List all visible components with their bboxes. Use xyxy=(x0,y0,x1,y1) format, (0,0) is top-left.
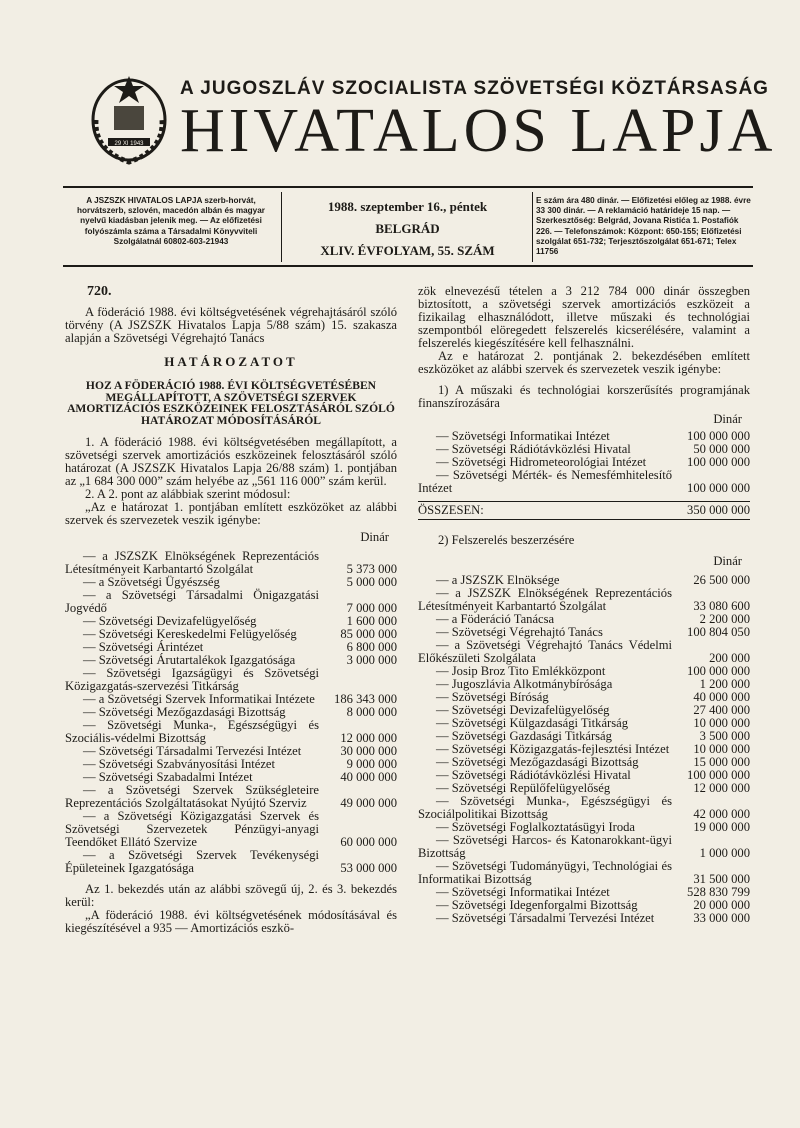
header-top-rule xyxy=(63,186,753,188)
allocation-recipient: — Szövetségi Tudományügyi, Technológiai és Informatikai Bizottság xyxy=(418,859,672,886)
allocation-recipient: — Szövetségi Közigazgatás-fejlesztési Intézet xyxy=(436,742,670,756)
dinar-header-1: Dinár xyxy=(713,412,742,426)
allocation-amount: 5 373 000 xyxy=(346,562,397,576)
allocation-recipient: — Szövetségi Munka-, Egészségügyi és Szociális-védelmi Bizottság xyxy=(65,718,319,745)
allocation-recipient: — Szövetségi Munka-, Egészségügyi és Szociálpolitikai Bizottság xyxy=(418,794,672,821)
allocation-amount: 2 200 000 xyxy=(699,612,750,626)
total-amount: 350 000 000 xyxy=(687,503,750,517)
header-bottom-rule xyxy=(63,265,753,267)
allocation-amount: 15 000 000 xyxy=(693,755,750,769)
left-allocation-list xyxy=(65,550,397,875)
decision-heading: HATÁROZATOT xyxy=(164,354,298,369)
allocation-amount: 49 000 000 xyxy=(340,796,397,810)
allocation-recipient: — Szövetségi Devizafelügyelőség xyxy=(83,614,257,628)
emblem-date: 29 XI 1943 xyxy=(114,141,144,147)
allocation-recipient: — a Szövetségi Szervek Tevékenységi Épületeinek Igazgatósága xyxy=(65,848,319,875)
allocation-recipient: — Szövetségi Idegenforgalmi Bizottság xyxy=(436,898,638,912)
allocation-row xyxy=(65,810,397,849)
allocation-amount: 6 800 000 xyxy=(346,640,397,654)
allocation-amount: 5 000 000 xyxy=(346,575,397,589)
allocation-recipient: — a Szövetségi Szervek Informatikai Intézete xyxy=(83,692,315,706)
paragraph-2: 2. A 2. pont az alábbiak szerint módosul: xyxy=(85,487,291,501)
dinar-header-2: Dinár xyxy=(713,554,742,568)
allocation-recipient: — Szövetségi Bíróság xyxy=(436,690,549,704)
allocation-recipient: — a Szövetségi Ügyészség xyxy=(83,575,220,589)
left-column xyxy=(65,285,397,935)
allocation-recipient: — a JSZSZK Elnökségének Reprezentációs Létesítményeit Karbantartó Szolgálat xyxy=(65,549,319,576)
allocation-recipient: — Szövetségi Informatikai Intézet xyxy=(436,885,610,899)
allocation-amount: 26 500 000 xyxy=(693,573,750,587)
header-left-info: A JSZSZK HIVATALOS LAPJA szerb-horvát, horvátszerb, szlovén, macedón albán és magyar nyelvű kiadásban jelenik meg. — Az előfizetési folyószámla száma a Társadalmi Könyvviteli Szolgálatnál 60802-603-21943 xyxy=(77,196,265,246)
decision-subject: HOZ A FÖDERÁCIÓ 1988. ÉVI KÖLTSÉGVETÉSÉBEN MEGÁLLAPÍTOTT, A SZÖVETSÉGI SZERVEK AMORTIZÁCIÓS ESZKÖZEINEK FELOSZTÁSÁRÓL SZÓLÓ HATÁROZAT MÓDOSÍTÁSÁRÓL xyxy=(67,379,395,427)
header-right-info: E szám ára 480 dinár. — Előfizetési előleg az 1988. évre 33 300 dinár. — A reklamáció határideje 15 nap. — Szerkesztőség: Belgrád, Jovana Ristića 1. Postafiók 226. — Telefonszámok: Központ: 650-155; Előfizetési szolgálat 651-732; Terjesztőszolgálat 651-671; Telex 11756 xyxy=(536,196,751,257)
allocation-amount: 33 000 000 xyxy=(693,911,750,925)
allocation-recipient: — Josip Broz Tito Emlékközpont xyxy=(436,664,606,678)
allocation-amount: 30 000 000 xyxy=(340,744,397,758)
allocation-recipient: — Szövetségi Árintézet xyxy=(83,640,204,654)
dinar-header: Dinár xyxy=(360,530,389,544)
allocation-amount: 100 000 000 xyxy=(687,429,750,443)
allocation-amount: 3 500 000 xyxy=(699,729,750,743)
allocation-amount: 1 600 000 xyxy=(346,614,397,628)
right-paragraph: Az e határozat 2. pontjának 2. bekezdésében említett eszközöket az alábbi szervek és szervezetek veszik igénybe: xyxy=(418,349,750,376)
section-1-list xyxy=(418,430,750,495)
allocation-amount: 33 080 600 xyxy=(693,599,750,613)
allocation-amount: 1 200 000 xyxy=(699,677,750,691)
allocation-recipient: — Szövetségi Kereskedelmi Felügyelőség xyxy=(83,627,297,641)
allocation-amount: 100 000 000 xyxy=(687,768,750,782)
allocation-row xyxy=(418,639,750,665)
section-1-title: 1) A műszaki és technológiai korszerűsítés programjának finanszírozására xyxy=(418,383,750,410)
allocation-amount: 10 000 000 xyxy=(693,716,750,730)
allocation-recipient: — a Szövetségi Közigazgatási Szervek és Szövetségi Szervezetek Pénzügyi-anyagi Teendőket Ellátó Szervize xyxy=(65,809,319,849)
allocation-recipient: — Szövetségi Repülőfelügyelőség xyxy=(436,781,611,795)
allocation-amount: 3 000 000 xyxy=(346,653,397,667)
allocation-recipient: — Szövetségi Devizafelügyelőség xyxy=(436,703,610,717)
allocation-row xyxy=(65,550,397,576)
allocation-amount: 27 400 000 xyxy=(693,703,750,717)
allocation-recipient: — Szövetségi Mezőgazdasági Bizottság xyxy=(83,705,286,719)
allocation-amount: 10 000 000 xyxy=(693,742,750,756)
allocation-recipient: — Szövetségi Foglalkoztatásügyi Iroda xyxy=(436,820,636,834)
allocation-recipient: — Szövetségi Gazdasági Titkárság xyxy=(436,729,612,743)
allocation-amount: 100 000 000 xyxy=(687,664,750,678)
allocation-amount: 40 000 000 xyxy=(340,770,397,784)
issue-volume: XLIV. ÉVFOLYAM, 55. SZÁM xyxy=(320,243,495,258)
right-column xyxy=(418,285,750,925)
allocation-amount: 1 000 000 xyxy=(699,846,750,860)
allocation-recipient: — Szövetségi Mezőgazdasági Bizottság xyxy=(436,755,639,769)
allocation-amount: 200 000 xyxy=(709,651,750,665)
allocation-row xyxy=(65,849,397,875)
allocation-amount: 60 000 000 xyxy=(340,835,397,849)
closing-paragraph: Az 1. bekezdés után az alábbi szövegű új, 2. és 3. bekezdés kerül: xyxy=(65,882,397,909)
allocation-recipient: — a Föderáció Tanácsa xyxy=(436,612,555,626)
allocation-amount: 100 804 050 xyxy=(687,625,750,639)
allocation-recipient: — Szövetségi Rádiótávközlési Hivatal xyxy=(436,442,631,456)
allocation-amount: 53 000 000 xyxy=(340,861,397,875)
allocation-amount: 9 000 000 xyxy=(346,757,397,771)
preamble: A föderáció 1988. évi költségvetésének végrehajtásáról szóló törvény (A JSZSZK Hivatalos Lapja 5/88 szám) 15. szakasza alapján a Szövetségi Végrehajtó Tanács xyxy=(65,305,397,345)
allocation-amount: 42 000 000 xyxy=(693,807,750,821)
allocation-recipient: — Jugoszlávia Alkotmánybírósága xyxy=(436,677,613,691)
allocation-recipient: — Szövetségi Harcos- és Katonarokkant-ügyi Bizottság xyxy=(418,833,672,860)
allocation-amount: 100 000 000 xyxy=(687,481,750,495)
continuation-text: zök elnevezésű tételen a 3 212 784 000 dinár összegben biztosított, a szövetségi szervek amortizációs eszközeit a fizikailag elhasználódott, illetve műszaki és technológiai szempontból elöregedett felszerelés kicserélésére, valamint a felszerelés kiegészítésére kell felhasználni. xyxy=(418,284,750,350)
allocation-amount: 100 000 000 xyxy=(687,455,750,469)
allocation-row xyxy=(418,860,750,886)
header-divider-left xyxy=(281,192,282,262)
issue-date: 1988. szeptember 16., péntek xyxy=(327,199,488,214)
issue-city: BELGRÁD xyxy=(375,221,440,236)
section-2-list xyxy=(418,574,750,925)
closing-paragraph-2: „A föderáció 1988. évi költségvetésének módosításával és kiegészítésével a 935 — Amortizációs eszkö- xyxy=(65,908,397,935)
decision-number: 720. xyxy=(87,284,112,299)
allocation-amount: 40 000 000 xyxy=(693,690,750,704)
allocation-recipient: — Szövetségi Informatikai Intézet xyxy=(436,429,610,443)
allocation-row xyxy=(418,834,750,860)
allocation-amount: 186 343 000 xyxy=(334,692,397,706)
section-2-title: 2) Felszerelés beszerzésére xyxy=(438,533,575,547)
allocation-amount: 12 000 000 xyxy=(340,731,397,745)
allocation-recipient: — Szövetségi Társadalmi Tervezési Intézet xyxy=(83,744,302,758)
allocation-amount: 528 830 799 xyxy=(687,885,750,899)
allocation-recipient: — a Szövetségi Szervek Szükségleteire Reprezentációs Szolgáltatásokat Nyújtó Szerviz xyxy=(65,783,319,810)
total-label: ÖSSZESEN: xyxy=(418,503,484,517)
allocation-row xyxy=(418,795,750,821)
allocation-amount: 19 000 000 xyxy=(693,820,750,834)
allocation-recipient: — Szövetségi Mérték- és Nemesfémhitelesítő Intézet xyxy=(418,468,672,495)
allocation-row xyxy=(65,719,397,745)
allocation-recipient: — a JSZSZK Elnökségének Reprezentációs Létesítményeit Karbantartó Szolgálat xyxy=(418,586,672,613)
allocation-recipient: — Szövetségi Végrehajtó Tanács xyxy=(436,625,603,639)
paragraph-1: 1. A föderáció 1988. évi költségvetésében megállapított, a szövetségi szervek amortizációs eszközeinek felosztásáról szóló határozat (A JSZSZK Hivatalos Lapja 26/88 szám) 1. pontjában az „1 684 300 000” szám helyébe az „561 116 000” szám kerül. xyxy=(65,435,397,488)
allocation-recipient: — Szövetségi Hidrometeorológiai Intézet xyxy=(436,455,647,469)
allocation-row xyxy=(418,912,750,925)
allocation-recipient: — a Szövetségi Végrehajtó Tanács Védelmi Előkészületi Szolgálata xyxy=(418,638,672,665)
allocation-recipient: — Szövetségi Szabványosítási Intézet xyxy=(83,757,276,771)
allocation-recipient: — a JSZSZK Elnöksége xyxy=(436,573,560,587)
allocation-row xyxy=(418,587,750,613)
allocation-recipient: — Szövetségi Külgazdasági Titkárság xyxy=(436,716,629,730)
allocation-recipient: — Szövetségi Szabadalmi Intézet xyxy=(83,770,253,784)
allocation-row xyxy=(65,589,397,615)
allocation-recipient: — Szövetségi Igazságügyi és Szövetségi Közigazgatás-szervezési Titkárság xyxy=(65,666,319,693)
paragraph-3: „Az e határozat 1. pontjában említett eszközöket az alábbi szervek és szervezetek veszik igénybe: xyxy=(65,500,397,527)
allocation-amount: 20 000 000 xyxy=(693,898,750,912)
masthead-title: HIVATALOS LAPJA xyxy=(180,97,777,165)
allocation-recipient: — Szövetségi Rádiótávközlési Hivatal xyxy=(436,768,631,782)
allocation-amount: 85 000 000 xyxy=(340,627,397,641)
header-divider-right xyxy=(532,192,533,262)
total-row xyxy=(418,501,750,520)
state-emblem xyxy=(84,70,174,170)
allocation-row xyxy=(418,469,750,495)
allocation-amount: 7 000 000 xyxy=(346,601,397,615)
allocation-recipient: — Szövetségi Árutartalékok Igazgatósága xyxy=(83,653,296,667)
allocation-row xyxy=(65,784,397,810)
allocation-amount: 50 000 000 xyxy=(693,442,750,456)
allocation-recipient: — a Szövetségi Társadalmi Önigazgatási Jogvédő xyxy=(65,588,319,615)
allocation-amount: 31 500 000 xyxy=(693,872,750,886)
allocation-row xyxy=(65,667,397,693)
allocation-amount: 12 000 000 xyxy=(693,781,750,795)
header-issue-info xyxy=(285,196,530,262)
masthead-supertitle: A JUGOSZLÁV SZOCIALISTA SZÖVETSÉGI KÖZTÁRSASÁG xyxy=(180,78,769,99)
allocation-amount: 8 000 000 xyxy=(346,705,397,719)
allocation-recipient: — Szövetségi Társadalmi Tervezési Intézet xyxy=(436,911,655,925)
